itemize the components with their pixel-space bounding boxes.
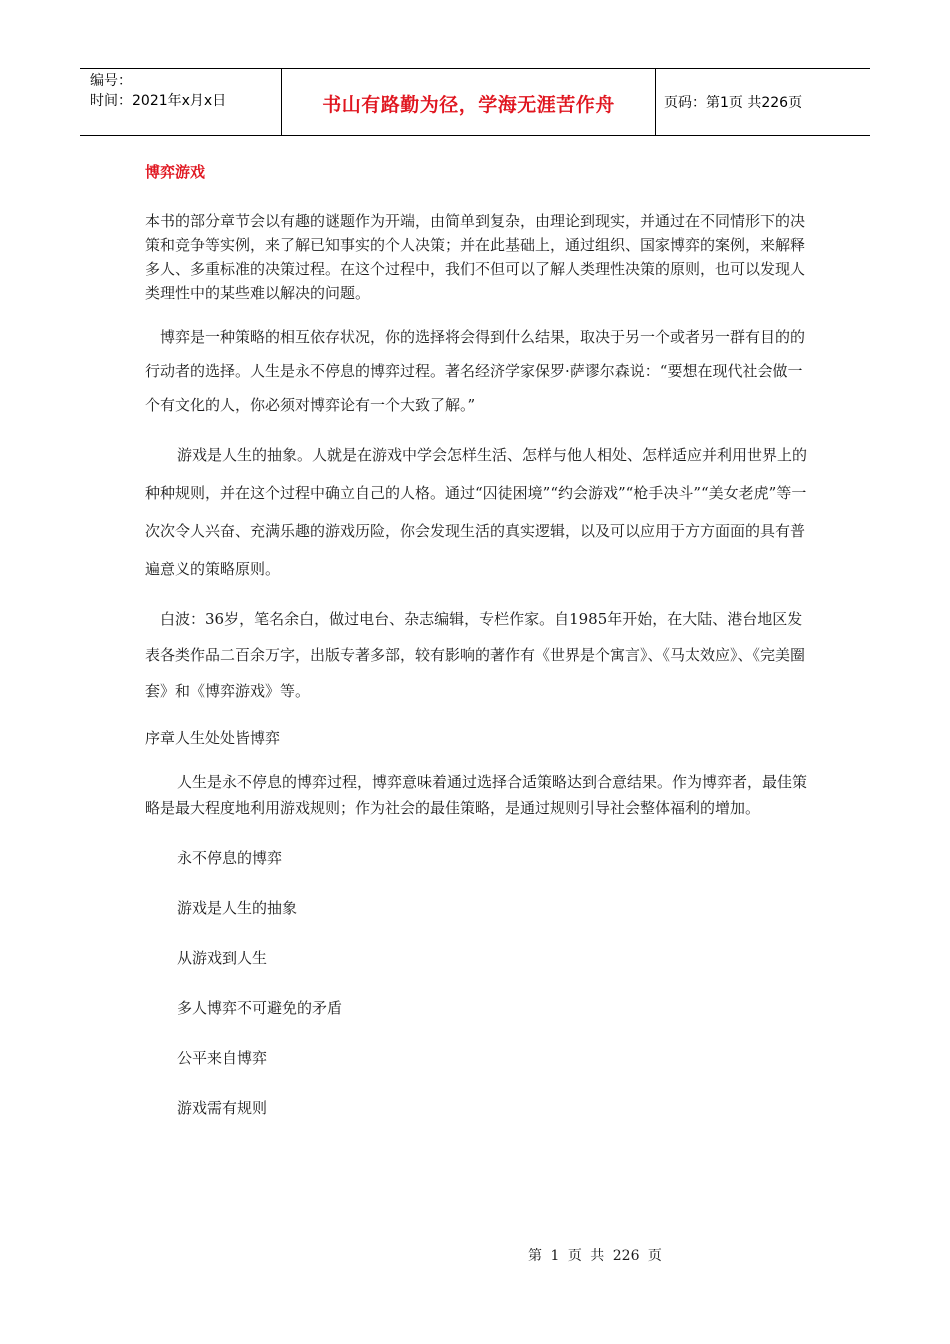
paragraph-author-bio: 白波：36岁，笔名余白，做过电台、杂志编辑，专栏作家。自1985年开始，在大陆、港台地区发表各类作品二百余万字，出版专著多部，较有影响的著作有《世界是个寓言》、《马太效应》、《完美圈套》和《博弈游戏》等。 xyxy=(145,610,806,700)
paragraph-game-abstraction: 游戏是人生的抽象。人就是在游戏中学会怎样生活、怎样与他人相处、怎样适应并利用世界上的种种规则，并在这个过程中确立自己的人格。通过“囚徒困境”“约会游戏”“枪手决斗”“美女老虎”等一次次令人兴奋、充满乐趣的游戏历险，你会发现生活的真实逻辑，以及可以应用于方方面面的具有普遍意义的策略原则。 xyxy=(145,446,808,578)
document-title: 博弈游戏 xyxy=(145,163,206,181)
section-item: 游戏需有规则 xyxy=(177,1099,268,1117)
paragraph-intro: 本书的部分章节会以有趣的谜题作为开端，由简单到复杂，由理论到现实，并通过在不同情形下的决策和竞争等实例，来了解已知事实的个人决策；并在此基础上，通过组织、国家博弈的案例，来解释多人、多重标准的决策过程。在这个过程中，我们不但可以了解人类理性决策的原则，也可以发现人类理性中的某些难以解决的问题。 xyxy=(145,212,806,302)
header-page-cell xyxy=(656,69,870,135)
section-item: 游戏是人生的抽象 xyxy=(177,899,298,917)
document-header xyxy=(80,68,870,136)
header-meta-cell xyxy=(80,69,282,135)
header-page-info: 页码：第1页 共226页 xyxy=(664,95,803,111)
document-date: 时间：2021年x月x日 xyxy=(90,93,227,109)
section-list xyxy=(145,847,810,1147)
paragraph-game-definition: 博弈是一种策略的相互依存状况，你的选择将会得到什么结果，取决于另一个或者另一群有目的的行动者的选择。人生是永不停息的博弈过程。著名经济学家保罗·萨谬尔森说：“要想在现代社会做一个有文化的人，你必须对博弈论有一个大致了解。” xyxy=(145,328,806,414)
chapter-heading: 序章人生处处皆博弈 xyxy=(145,729,281,747)
document-number-label: 编号： xyxy=(90,73,132,89)
header-motto-cell xyxy=(282,69,656,135)
section-item: 永不停息的博弈 xyxy=(177,849,283,867)
section-item: 多人博弈不可避免的矛盾 xyxy=(177,999,343,1017)
header-motto: 书山有路勤为径，学海无涯苦作舟 xyxy=(322,93,615,116)
section-item: 从游戏到人生 xyxy=(177,949,268,967)
section-item: 公平来自博弈 xyxy=(177,1049,268,1067)
paragraph-chapter-summary: 人生是永不停息的博弈过程，博弈意味着通过选择合适策略达到合意结果。作为博弈者，最佳策略是最大程度地利用游戏规则；作为社会的最佳策略，是通过规则引导社会整体福利的增加。 xyxy=(145,773,808,817)
page-footer: 第 1 页 共 226 页 xyxy=(528,1248,662,1264)
document-body xyxy=(145,150,810,1147)
